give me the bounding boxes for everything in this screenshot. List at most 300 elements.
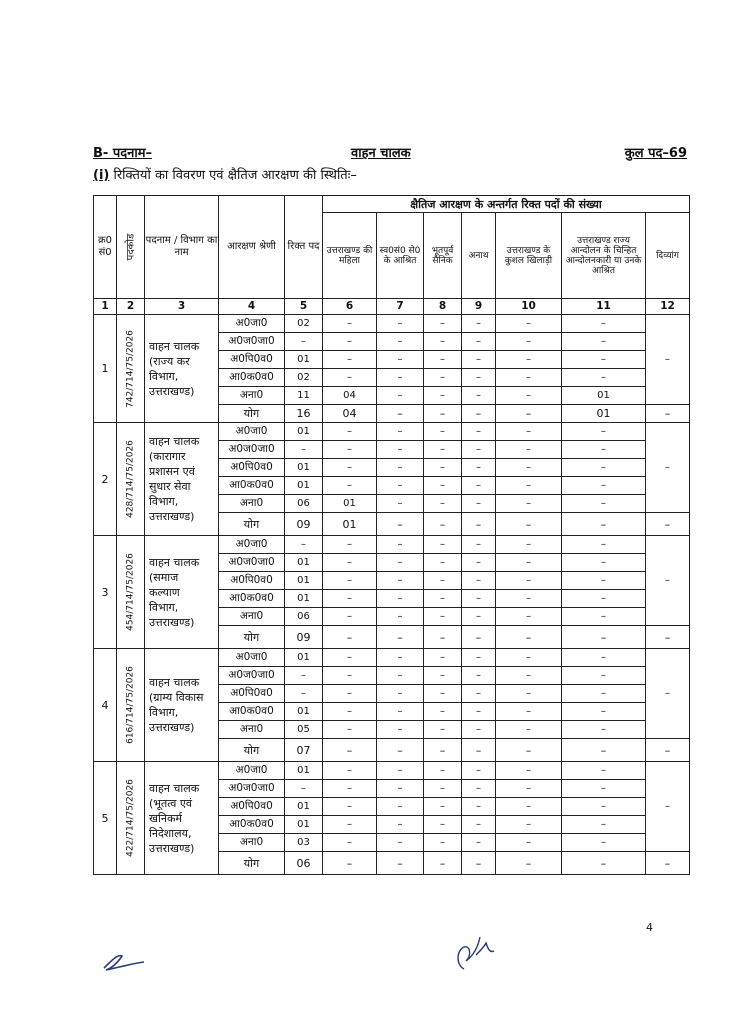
total-cell: – — [323, 739, 377, 762]
horizontal-reservation-cell: – — [323, 441, 377, 459]
divyang-cell: – — [646, 649, 690, 739]
vacant-posts: – — [285, 536, 323, 554]
horizontal-reservation-cell: – — [496, 608, 562, 626]
serial-number: 1 — [94, 315, 117, 423]
horizontal-reservation-cell: 01 — [323, 495, 377, 513]
post-name-line: विभाग, — [149, 369, 179, 383]
total-cell: – — [424, 626, 462, 649]
horizontal-reservation-cell: – — [377, 590, 424, 608]
horizontal-reservation-cell: – — [496, 554, 562, 572]
col-number: 12 — [646, 299, 690, 315]
horizontal-reservation-cell: – — [424, 441, 462, 459]
horizontal-reservation-cell: – — [377, 554, 424, 572]
horizontal-reservation-cell: – — [424, 387, 462, 405]
horizontal-reservation-cell: – — [462, 590, 496, 608]
reservation-category: अना0 — [219, 495, 285, 513]
col-number: 2 — [117, 299, 145, 315]
horizontal-reservation-cell: – — [496, 333, 562, 351]
col-header-category: आरक्षण श्रेणी — [219, 196, 285, 299]
reservation-category: अ0पि0व0 — [219, 798, 285, 816]
post-name-line: वाहन चालक — [149, 339, 200, 353]
post-code — [117, 536, 145, 649]
total-cell: – — [377, 405, 424, 423]
total-vacant: 09 — [285, 626, 323, 649]
divyang-cell: – — [646, 423, 690, 513]
total-cell: – — [377, 626, 424, 649]
horizontal-reservation-cell: – — [377, 685, 424, 703]
horizontal-reservation-cell: – — [562, 703, 646, 721]
horizontal-reservation-cell: – — [496, 590, 562, 608]
horizontal-reservation-cell: – — [377, 387, 424, 405]
horizontal-reservation-cell: – — [462, 369, 496, 387]
vacant-posts: 03 — [285, 834, 323, 852]
horizontal-reservation-cell: – — [496, 798, 562, 816]
horizontal-reservation-cell: – — [424, 762, 462, 780]
horizontal-reservation-cell: – — [496, 762, 562, 780]
total-cell: – — [646, 513, 690, 536]
reservation-category: अना0 — [219, 721, 285, 739]
total-cell: – — [496, 513, 562, 536]
serial-number: 2 — [94, 423, 117, 536]
vacant-posts: 01 — [285, 477, 323, 495]
reservation-category: अ0पि0व0 — [219, 351, 285, 369]
horizontal-reservation-cell: – — [496, 721, 562, 739]
horizontal-reservation-cell: – — [462, 816, 496, 834]
post-name-line: निदेशालय, — [149, 826, 192, 840]
total-vacant: 09 — [285, 513, 323, 536]
post-name-line: उत्तराखण्ड) — [149, 721, 195, 734]
horizontal-reservation-cell: – — [424, 477, 462, 495]
total-label: योग — [219, 405, 285, 423]
horizontal-reservation-cell: – — [323, 315, 377, 333]
total-cell: – — [424, 513, 462, 536]
post-code-text: 616/714/75/2026 — [125, 666, 135, 744]
divyang-cell: – — [646, 762, 690, 852]
vacant-posts: – — [285, 685, 323, 703]
horizontal-reservation-cell: – — [562, 608, 646, 626]
col-number: 9 — [462, 299, 496, 315]
total-vacant: 16 — [285, 405, 323, 423]
vacant-posts: 01 — [285, 649, 323, 667]
total-cell: – — [323, 626, 377, 649]
reservation-category: अ0जा0 — [219, 423, 285, 441]
table-row — [94, 762, 690, 780]
total-label: योग — [219, 852, 285, 875]
horizontal-reservation-cell: – — [496, 477, 562, 495]
horizontal-reservation-cell: – — [462, 703, 496, 721]
total-cell: – — [462, 626, 496, 649]
total-cell: – — [562, 739, 646, 762]
horizontal-reservation-cell: – — [462, 721, 496, 739]
reservation-category: अ0ज0जा0 — [219, 667, 285, 685]
horizontal-reservation-cell: – — [424, 649, 462, 667]
col-number: 11 — [562, 299, 646, 315]
vacant-posts: 02 — [285, 369, 323, 387]
horizontal-reservation-cell: – — [377, 780, 424, 798]
post-name-line: कल्याण — [149, 585, 180, 599]
horizontal-reservation-cell: – — [377, 816, 424, 834]
total-cell: – — [424, 852, 462, 875]
table-row — [94, 536, 690, 554]
horizontal-reservation-cell: – — [424, 834, 462, 852]
horizontal-reservation-cell: – — [462, 477, 496, 495]
col-number: 10 — [496, 299, 562, 315]
post-name-line: उत्तराखण्ड) — [149, 841, 195, 855]
total-cell: – — [496, 626, 562, 649]
col-header-sports: उत्तराखण्ड के कुशल खिलाड़ी — [496, 213, 562, 299]
horizontal-reservation-cell: – — [377, 721, 424, 739]
col-header-code: पदकोड — [117, 196, 145, 299]
total-vacant: 06 — [285, 852, 323, 875]
horizontal-reservation-cell: – — [377, 459, 424, 477]
total-cell: – — [562, 626, 646, 649]
total-label: योग — [219, 513, 285, 536]
col-number: 5 — [285, 299, 323, 315]
section-label: B- पदनाम– — [93, 146, 152, 161]
vacant-posts: 01 — [285, 590, 323, 608]
horizontal-reservation-cell: – — [377, 351, 424, 369]
horizontal-reservation-cell: – — [462, 780, 496, 798]
horizontal-reservation-cell: – — [323, 554, 377, 572]
total-cell: – — [462, 405, 496, 423]
post-code-text: 428/714/75/2026 — [125, 440, 135, 518]
total-cell: – — [646, 852, 690, 875]
horizontal-reservation-cell: – — [424, 816, 462, 834]
vacant-posts: 01 — [285, 554, 323, 572]
post-name — [145, 649, 219, 762]
horizontal-reservation-cell: – — [424, 667, 462, 685]
horizontal-reservation-cell: – — [562, 590, 646, 608]
column-number-row — [94, 299, 690, 315]
col-header-agitator: उत्तराखण्ड राज्य आन्दोलन के चिन्हित आन्दोलनकारी या उनके आश्रित — [562, 213, 646, 299]
horizontal-reservation-cell: 04 — [323, 387, 377, 405]
horizontal-reservation-cell: – — [562, 369, 646, 387]
group-header: क्षैतिज आरक्षण के अन्तर्गत रिक्त पदों की संख्या — [323, 196, 690, 213]
horizontal-reservation-cell: – — [424, 608, 462, 626]
vacant-posts: 06 — [285, 495, 323, 513]
post-name-line: (भूतत्व एवं — [149, 796, 193, 810]
horizontal-reservation-cell: – — [462, 762, 496, 780]
vacant-posts: 05 — [285, 721, 323, 739]
post-name-line: (ग्राम्य विकास — [149, 691, 204, 704]
horizontal-reservation-cell: – — [424, 721, 462, 739]
horizontal-reservation-cell: – — [562, 441, 646, 459]
post-name-line: विभाग, — [149, 495, 179, 508]
post-name-line: वाहन चालक — [149, 781, 200, 795]
col-header-divyang: दिव्यांग — [646, 213, 690, 299]
col-number: 8 — [424, 299, 462, 315]
horizontal-reservation-cell: – — [496, 536, 562, 554]
horizontal-reservation-cell: – — [323, 703, 377, 721]
post-name-line: उत्तराखण्ड) — [149, 510, 195, 523]
col-header-orphan: अनाथ — [462, 213, 496, 299]
total-cell: – — [496, 852, 562, 875]
signature-right — [450, 925, 498, 977]
vacant-posts: 01 — [285, 572, 323, 590]
horizontal-reservation-cell: – — [424, 351, 462, 369]
reservation-category: आ0क0व0 — [219, 477, 285, 495]
serial-number: 5 — [94, 762, 117, 875]
vacant-posts: 01 — [285, 423, 323, 441]
signature-left — [98, 948, 150, 974]
col-header-sno: क्र0 सं0 — [94, 196, 117, 299]
horizontal-reservation-cell: – — [424, 369, 462, 387]
horizontal-reservation-cell: – — [323, 572, 377, 590]
horizontal-reservation-cell: – — [424, 590, 462, 608]
horizontal-reservation-cell: – — [323, 369, 377, 387]
horizontal-reservation-cell: – — [496, 495, 562, 513]
post-code-text: 422/714/75/2026 — [125, 779, 135, 857]
col-number: 6 — [323, 299, 377, 315]
horizontal-reservation-cell: – — [377, 536, 424, 554]
divyang-cell: – — [646, 315, 690, 405]
sub-heading — [93, 165, 357, 183]
total-posts: कुल पद–69 — [624, 146, 687, 161]
horizontal-reservation-cell: – — [462, 387, 496, 405]
col-header-post: पदनाम / विभाग का नाम — [145, 196, 219, 299]
post-name — [145, 315, 219, 423]
horizontal-reservation-cell: – — [424, 495, 462, 513]
total-cell: – — [496, 739, 562, 762]
horizontal-reservation-cell: – — [462, 315, 496, 333]
horizontal-reservation-cell: – — [323, 649, 377, 667]
total-cell: – — [462, 739, 496, 762]
post-name — [145, 423, 219, 536]
post-name-line: वाहन चालक — [149, 555, 200, 569]
post-code — [117, 649, 145, 762]
horizontal-reservation-cell: – — [323, 477, 377, 495]
horizontal-reservation-cell: – — [462, 554, 496, 572]
horizontal-reservation-cell: – — [562, 536, 646, 554]
reservation-category: अना0 — [219, 387, 285, 405]
reservation-category: अ0ज0जा0 — [219, 333, 285, 351]
reservation-category: अ0ज0जा0 — [219, 780, 285, 798]
horizontal-reservation-cell: – — [377, 649, 424, 667]
horizontal-reservation-cell: – — [462, 572, 496, 590]
vacant-posts: – — [285, 667, 323, 685]
sub-heading-text: रिक्तियों का विवरण एवं क्षैतिज आरक्षण की स्थितिः– — [113, 168, 357, 183]
col-number: 3 — [145, 299, 219, 315]
serial-number: 3 — [94, 536, 117, 649]
horizontal-reservation-cell: – — [562, 721, 646, 739]
horizontal-reservation-cell: – — [562, 762, 646, 780]
horizontal-reservation-cell: – — [424, 315, 462, 333]
total-label: योग — [219, 739, 285, 762]
vacant-posts: 01 — [285, 798, 323, 816]
horizontal-reservation-cell: – — [562, 333, 646, 351]
post-name-line: खनिकर्म — [149, 811, 182, 825]
horizontal-reservation-cell: – — [424, 798, 462, 816]
vacant-posts: 01 — [285, 703, 323, 721]
horizontal-reservation-cell: – — [323, 590, 377, 608]
horizontal-reservation-cell: – — [377, 495, 424, 513]
post-name — [145, 536, 219, 649]
reservation-category: अ0जा0 — [219, 762, 285, 780]
total-cell: – — [377, 852, 424, 875]
horizontal-reservation-cell: – — [496, 834, 562, 852]
reservation-category: आ0क0व0 — [219, 590, 285, 608]
horizontal-reservation-cell: – — [377, 315, 424, 333]
horizontal-reservation-cell: – — [323, 780, 377, 798]
horizontal-reservation-cell: – — [424, 459, 462, 477]
reservation-category: अना0 — [219, 834, 285, 852]
total-cell: – — [377, 513, 424, 536]
horizontal-reservation-cell: – — [462, 423, 496, 441]
total-cell: – — [424, 739, 462, 762]
horizontal-reservation-cell: – — [377, 762, 424, 780]
post-name-line: वाहन चालक — [149, 676, 200, 689]
horizontal-reservation-cell: – — [562, 798, 646, 816]
horizontal-reservation-cell: – — [323, 459, 377, 477]
post-name-line: (राज्य कर — [149, 354, 190, 368]
vacant-posts: 06 — [285, 608, 323, 626]
total-cell: – — [462, 852, 496, 875]
horizontal-reservation-cell: – — [377, 798, 424, 816]
horizontal-reservation-cell: – — [323, 536, 377, 554]
reservation-category: अना0 — [219, 608, 285, 626]
horizontal-reservation-cell: – — [377, 667, 424, 685]
total-cell: – — [646, 626, 690, 649]
horizontal-reservation-cell: – — [562, 477, 646, 495]
post-code-text: 454/714/75/2026 — [125, 553, 135, 631]
horizontal-reservation-cell: – — [462, 459, 496, 477]
horizontal-reservation-cell: – — [496, 780, 562, 798]
col-header-exservice: भूतपूर्व सैनिक — [424, 213, 462, 299]
total-cell: – — [323, 852, 377, 875]
total-cell: – — [496, 405, 562, 423]
horizontal-reservation-cell: – — [562, 667, 646, 685]
horizontal-reservation-cell: – — [562, 554, 646, 572]
horizontal-reservation-cell: – — [496, 459, 562, 477]
horizontal-reservation-cell: – — [562, 649, 646, 667]
horizontal-reservation-cell: – — [462, 685, 496, 703]
horizontal-reservation-cell: – — [424, 333, 462, 351]
post-name-line: वाहन चालक — [149, 435, 200, 448]
horizontal-reservation-cell: – — [424, 554, 462, 572]
horizontal-reservation-cell: – — [462, 608, 496, 626]
total-cell: – — [646, 739, 690, 762]
horizontal-reservation-cell: – — [323, 721, 377, 739]
post-title: वाहन चालक — [351, 146, 411, 161]
col-header-freedom: स्व0सं0 से0 के आश्रित — [377, 213, 424, 299]
reservation-category: अ0ज0जा0 — [219, 441, 285, 459]
reservation-category: अ0पि0व0 — [219, 685, 285, 703]
horizontal-reservation-cell: – — [323, 798, 377, 816]
horizontal-reservation-cell: – — [424, 703, 462, 721]
table-row — [94, 649, 690, 667]
post-code-text: 742/714/75/2026 — [125, 329, 135, 408]
page-number: 4 — [646, 921, 653, 934]
horizontal-reservation-cell: – — [562, 495, 646, 513]
horizontal-reservation-cell: – — [462, 495, 496, 513]
horizontal-reservation-cell: – — [323, 333, 377, 351]
horizontal-reservation-cell: – — [496, 369, 562, 387]
horizontal-reservation-cell: – — [424, 685, 462, 703]
post-code — [117, 423, 145, 536]
table-row — [94, 423, 690, 441]
reservation-category: अ0ज0जा0 — [219, 554, 285, 572]
horizontal-reservation-cell: – — [462, 798, 496, 816]
horizontal-reservation-cell: – — [424, 423, 462, 441]
table-row — [94, 315, 690, 333]
total-cell: – — [424, 405, 462, 423]
total-label: योग — [219, 626, 285, 649]
horizontal-reservation-cell: – — [562, 459, 646, 477]
col-number: 1 — [94, 299, 117, 315]
vacant-posts: 01 — [285, 816, 323, 834]
horizontal-reservation-cell: – — [496, 703, 562, 721]
horizontal-reservation-cell: – — [462, 351, 496, 369]
horizontal-reservation-cell: – — [323, 608, 377, 626]
total-cell: 01 — [323, 513, 377, 536]
horizontal-reservation-cell: – — [496, 572, 562, 590]
total-cell: 04 — [323, 405, 377, 423]
post-code — [117, 315, 145, 423]
vacant-posts: 01 — [285, 762, 323, 780]
reservation-category: अ0जा0 — [219, 649, 285, 667]
horizontal-reservation-cell: – — [377, 441, 424, 459]
vacant-posts: – — [285, 333, 323, 351]
horizontal-reservation-cell: – — [323, 834, 377, 852]
horizontal-reservation-cell: – — [496, 441, 562, 459]
col-number: 4 — [219, 299, 285, 315]
reservation-category: आ0क0व0 — [219, 369, 285, 387]
total-cell: – — [646, 405, 690, 423]
post-code — [117, 762, 145, 875]
horizontal-reservation-cell: – — [377, 608, 424, 626]
post-name-line: (कारागार — [149, 450, 186, 463]
horizontal-reservation-cell: – — [377, 834, 424, 852]
post-name-line: विभाग, — [149, 706, 179, 719]
horizontal-reservation-cell: – — [462, 536, 496, 554]
vacancy-table — [93, 195, 690, 875]
reservation-category: आ0क0व0 — [219, 816, 285, 834]
post-name-line: उत्तराखण्ड) — [149, 615, 195, 629]
horizontal-reservation-cell: – — [424, 780, 462, 798]
vacant-posts: – — [285, 780, 323, 798]
vacant-posts: 11 — [285, 387, 323, 405]
total-cell: – — [562, 513, 646, 536]
col-header-women: उत्तराखण्ड की महिला — [323, 213, 377, 299]
horizontal-reservation-cell: – — [496, 315, 562, 333]
horizontal-reservation-cell: – — [462, 649, 496, 667]
horizontal-reservation-cell: – — [462, 834, 496, 852]
sub-marker: (i) — [93, 168, 110, 183]
vacant-posts: 02 — [285, 315, 323, 333]
post-name-line: विभाग, — [149, 600, 179, 614]
horizontal-reservation-cell: – — [377, 572, 424, 590]
horizontal-reservation-cell: – — [323, 423, 377, 441]
horizontal-reservation-cell: – — [496, 667, 562, 685]
reservation-category: अ0पि0व0 — [219, 572, 285, 590]
horizontal-reservation-cell: – — [377, 333, 424, 351]
horizontal-reservation-cell: – — [562, 685, 646, 703]
horizontal-reservation-cell: – — [462, 441, 496, 459]
horizontal-reservation-cell: – — [377, 477, 424, 495]
total-cell: 01 — [562, 405, 646, 423]
serial-number: 4 — [94, 649, 117, 762]
total-cell: – — [377, 739, 424, 762]
reservation-category: अ0पि0व0 — [219, 459, 285, 477]
post-name-line: सुधार सेवा — [149, 480, 191, 493]
horizontal-reservation-cell: – — [562, 315, 646, 333]
horizontal-reservation-cell: 01 — [562, 387, 646, 405]
col-header-vacant: रिक्त पद — [285, 196, 323, 299]
horizontal-reservation-cell: – — [562, 816, 646, 834]
horizontal-reservation-cell: – — [323, 816, 377, 834]
divyang-cell: – — [646, 536, 690, 626]
horizontal-reservation-cell: – — [462, 333, 496, 351]
